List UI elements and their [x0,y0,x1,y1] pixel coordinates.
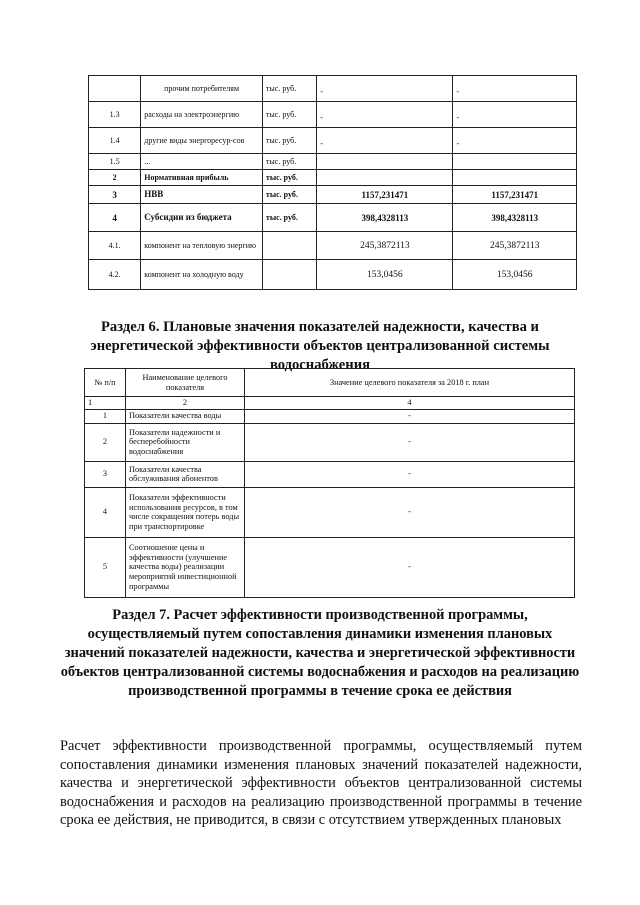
row-value-1: 153,0456 [317,260,453,290]
row-name: прочим потребителям [141,76,263,102]
row-value-2 [453,154,577,170]
row-number: 4 [85,487,126,537]
indicators-table [84,368,575,598]
row-name: Нормативная прибыль [141,170,263,186]
row-value-1: - [317,76,453,102]
section-6-title: Раздел 6. Плановые значения показателей надежности, качества и энергетической эффективности объектов централизованной системы водоснабжения [90,319,550,373]
row-unit: тыс. руб. [262,186,316,204]
row-name: Показатели качества воды [126,409,245,423]
row-value-1: 398,4328113 [317,204,453,232]
row-number: 3 [85,461,126,487]
row-value-2 [453,170,577,186]
tariff-table [88,75,577,290]
row-unit [262,260,316,290]
table-row [85,537,575,597]
row-name: Субсидии из бюджета [141,204,263,232]
row-value: - [245,461,575,487]
row-value-1 [317,170,453,186]
row-number: 1.3 [89,102,141,128]
row-name: другие виды энергоресур-сов [141,128,263,154]
index-name: 2 [126,397,245,410]
row-number: 1.4 [89,128,141,154]
table-row [85,461,575,487]
row-unit: тыс. руб. [262,170,316,186]
row-name: НВВ [141,186,263,204]
table-row [85,423,575,461]
row-value-2: 1157,231471 [453,186,577,204]
row-value: - [245,487,575,537]
table-index-row [85,397,575,410]
row-name: Показатели надежности и бесперебойности водоснабжения [126,423,245,461]
row-number: 2 [89,170,141,186]
row-value-2: 398,4328113 [453,204,577,232]
row-value-1: - [317,102,453,128]
row-value-2: 245,3872113 [453,232,577,260]
row-unit: тыс. руб. [262,154,316,170]
row-value-2: - [453,102,577,128]
row-number [89,76,141,102]
table-row [89,102,577,128]
row-name: ... [141,154,263,170]
row-name: Показатели качества обслуживания абонентов [126,461,245,487]
row-name: расходы на электроэнергию [141,102,263,128]
row-value-1: 245,3872113 [317,232,453,260]
row-value: - [245,537,575,597]
row-value: - [245,409,575,423]
row-value-2: - [453,128,577,154]
table-row [89,186,577,204]
row-value-1: 1157,231471 [317,186,453,204]
table-row [85,487,575,537]
row-unit: тыс. руб. [262,76,316,102]
section-7-title: Раздел 7. Расчет эффективности производственной программы, осуществляемый путем сопоставления динамики изменения плановых значений показателей надежности, качества и энергетической эффективности объектов централизованной системы водоснабжения и расходов на реализацию производственной программы в течение срока ее действия [60,607,580,699]
row-number: 5 [85,537,126,597]
row-name: Показатели эффективности использования ресурсов, в том числе сокращения потерь воды при транспортировке [126,487,245,537]
row-number: 4 [89,204,141,232]
section-7-paragraph: Расчет эффективности производственной программы, осуществляемый путем сопоставления динамики изменения плановых значений показателей надежности, качества и энергетической эффективности объектов централизованной системы водоснабжения и расходов на реализацию производственной программы в течение срока ее действия, не приводится, в связи с отсутствием утвержденных плановых [60,738,582,829]
header-name: Наименование целевого показателя [126,369,245,397]
row-value-1 [317,154,453,170]
index-number: 1 [85,397,126,410]
row-number: 4.2. [89,260,141,290]
header-value: Значение целевого показателя за 2018 г. план [245,369,575,397]
table-row [89,76,577,102]
row-unit: тыс. руб. [262,204,316,232]
table-row [85,409,575,423]
row-number: 2 [85,423,126,461]
row-unit: тыс. руб. [262,102,316,128]
table-row [89,232,577,260]
table-row [89,170,577,186]
row-value-1: - [317,128,453,154]
index-value: 4 [245,397,575,410]
row-value: - [245,423,575,461]
row-number: 1.5 [89,154,141,170]
table-row [89,154,577,170]
row-name: компонент на холодную воду [141,260,263,290]
row-value-2: 153,0456 [453,260,577,290]
row-unit: тыс. руб. [262,128,316,154]
header-number: № п/п [85,369,126,397]
table-row [89,260,577,290]
row-name: компонент на тепловую энергию [141,232,263,260]
table-header-row [85,369,575,397]
row-name: Соотношение цены и эффективности (улучшение качества воды) реализации мероприятий инвестиционной программы [126,537,245,597]
row-number: 3 [89,186,141,204]
row-number: 4.1. [89,232,141,260]
table-row [89,204,577,232]
table-row [89,128,577,154]
row-number: 1 [85,409,126,423]
row-value-2: - [453,76,577,102]
row-unit [262,232,316,260]
